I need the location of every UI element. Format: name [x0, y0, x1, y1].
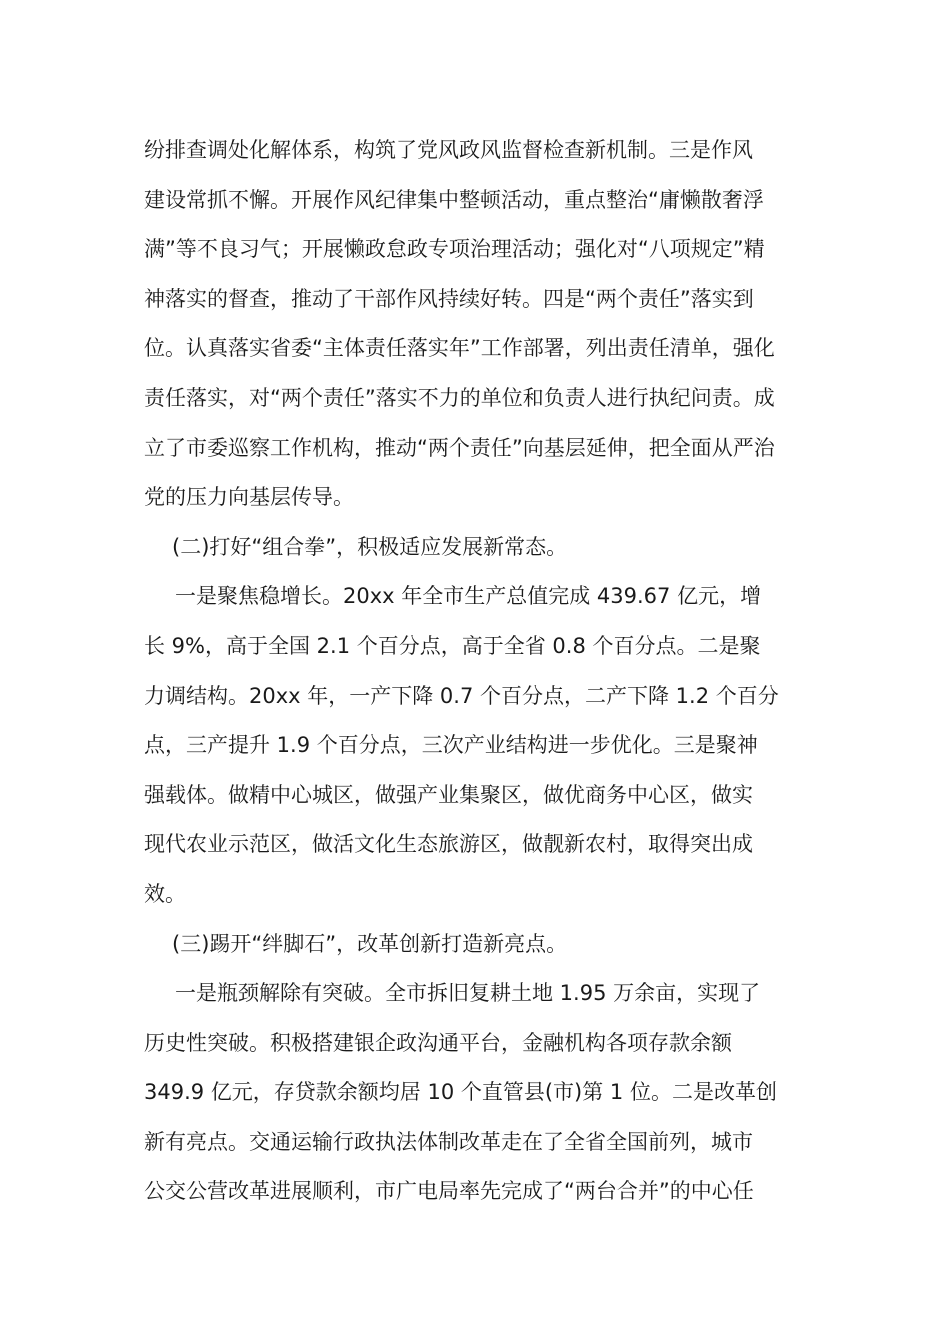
- section-heading: (三)踢开“绊脚石”，改革创新打造新亮点。: [172, 931, 568, 956]
- document-body: [144, 126, 809, 1217]
- text-line: 历史性突破。积极搭建银企政沟通平台，金融机构各项存款余额: [144, 1030, 732, 1055]
- text-line: 位。认真落实省委“主体责任落实年”工作部署，列出责任清单，强化: [144, 336, 775, 361]
- paragraph-first-line: 一是瓶颈解除有突破。全市拆旧复耕土地 1.95 万余亩，实现了: [175, 981, 761, 1006]
- text-line: 责任落实，对“两个责任”落实不力的单位和负责人进行执纪问责。成: [144, 385, 775, 410]
- text-line: 长 9%，高于全国 2.1 个百分点，高于全省 0.8 个百分点。二是聚: [144, 633, 761, 658]
- text-line: 公交公营改革进展顺利，市广电局率先完成了“两台合并”的中心任: [144, 1179, 754, 1204]
- text-line: 新有亮点。交通运输行政执法体制改革走在了全省全国前列，城市: [144, 1129, 753, 1154]
- text-line: 神落实的督查，推动了干部作风持续好转。四是“两个责任”落实到: [144, 286, 754, 311]
- text-line: 现代农业示范区，做活文化生态旅游区，做靓新农村，取得突出成: [144, 832, 753, 857]
- text-line: 点，三产提升 1.9 个百分点，三次产业结构进一步优化。三是聚神: [144, 733, 758, 758]
- text-line: 349.9 亿元，存贷款余额均居 10 个直管县(市)第 1 位。二是改革创: [144, 1080, 777, 1105]
- section-heading: (二)打好“组合拳”，积极适应发展新常态。: [172, 534, 568, 559]
- paragraph-first-line: 一是聚焦稳增长。20xx 年全市生产总值完成 439.67 亿元，增: [175, 584, 762, 609]
- text-line: 立了市委巡察工作机构，推动“两个责任”向基层延伸，把全面从严治: [144, 435, 775, 460]
- text-line: 满”等不良习气；开展懒政怠政专项治理活动；强化对“八项规定”精: [144, 237, 765, 262]
- text-line: 强载体。做精中心城区，做强产业集聚区，做优商务中心区，做实: [144, 782, 753, 807]
- text-line: 力调结构。20xx 年，一产下降 0.7 个百分点，二产下降 1.2 个百分: [144, 683, 779, 708]
- text-line: 效。: [144, 881, 186, 906]
- text-line: 建设常抓不懈。开展作风纪律集中整顿活动，重点整治“庸懒散奢浮: [144, 187, 764, 212]
- text-line: 党的压力向基层传导。: [144, 485, 354, 510]
- text-line: 纷排查调处化解体系，构筑了党风政风监督检查新机制。三是作风: [144, 138, 753, 162]
